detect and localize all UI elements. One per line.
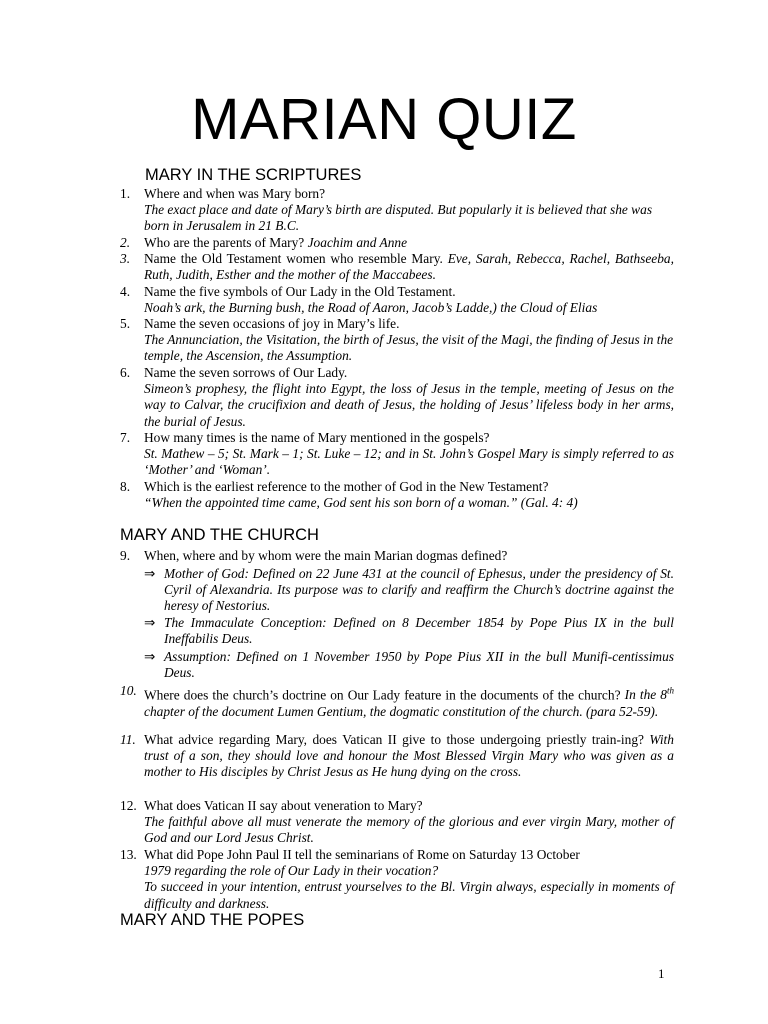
answer-text: With trust of a son, they should love and honour the Most Blessed Virgin Mary who was given as a mother to His disciples by Christ Jesus as He hung dying on the cross. (144, 732, 674, 780)
section-heading-scriptures: MARY IN THE SCRIPTURES (145, 166, 362, 184)
page-number: 1 (658, 966, 665, 981)
answer-text: The faithful above all must venerate the memory of the glorious and ever virgin Mary, mother of God and our Lord Jesus Christ. (144, 814, 674, 846)
answer-text: To succeed in your intention, entrust yourselves to the Bl. Virgin always, especially in moments of difficulty and darkness. (144, 879, 674, 911)
dogma-item-assumption (144, 649, 674, 681)
section-heading-church: MARY AND THE CHURCH (120, 526, 319, 544)
dogma-item-mother-of-god (144, 566, 674, 615)
answer-text: The exact place and date of Mary’s birth are disputed. But popularly it is believed that she was born in Jerusalem in 21 B.C. (144, 202, 653, 234)
answer-text: “When the appointed time came, God sent his son born of a woman.” (Gal. 4: 4) (144, 495, 578, 511)
item-number: 7. (120, 430, 131, 445)
question-text: What advice regarding Mary, does Vatican II give to those undergoing priestly train-ing? (144, 732, 644, 747)
dogma-text: Assumption: Defined on 1 November 1950 by Pope Pius XII in the bull Munifi-centissimus Deus. (164, 649, 674, 681)
question-text: Name the Old Testament women who resemble Mary. (144, 251, 443, 266)
question-text: What does Vatican II say about veneration to Mary? (144, 798, 423, 813)
section-heading-popes: MARY AND THE POPES (120, 911, 305, 929)
answer-text: St. Mathew – 5; St. Mark – 1; St. Luke – 12; and in St. John’s Gospel Mary is simply referred to as ‘Mother’ and ‘Woman’. (144, 446, 674, 478)
item-number: 2. (120, 235, 131, 250)
question-text: How many times is the name of Mary mentioned in the gospels? (144, 430, 490, 445)
answer-text: Joachim and Anne (307, 235, 408, 250)
question-text: What did Pope John Paul II tell the seminarians of Rome on Saturday 13 October (144, 847, 580, 862)
item-number: 5. (120, 316, 131, 331)
question-text: Which is the earliest reference to the mother of God in the New Testament? (144, 479, 549, 494)
question-text: Where and when was Mary born? (144, 186, 326, 201)
question-text: Who are the parents of Mary? (144, 235, 305, 250)
question-text: Name the five symbols of Our Lady in the Old Testament. (144, 284, 456, 299)
question-text: Where does the church’s doctrine on Our Lady feature in the documents of the church? (144, 687, 621, 703)
question-text: Name the seven sorrows of Our Lady. (144, 365, 348, 380)
dogma-text: The Immaculate Conception: Defined on 8 December 1854 by Pope Pius IX in the bull Ineffabilis Deus. (164, 615, 674, 647)
item-number: 1. (120, 186, 131, 201)
item-number: 6. (120, 365, 131, 380)
item-number: 13. (120, 847, 137, 862)
dogma-item-immaculate-conception (144, 615, 674, 647)
answer-text: Simeon’s prophesy, the flight into Egypt, the loss of Jesus in the temple, meeting of Jesus on the way to Calvar, the crucifixion and death of Jesus, the holding of Jesus’ lifeless body in her arms, the burial of Jesus. (144, 381, 674, 429)
quiz-item-9 (120, 548, 680, 688)
question-text: When, where and by whom were the main Marian dogmas defined? (144, 548, 508, 563)
arrow-icon: ⇒ (144, 566, 156, 581)
answer-text: Noah’s ark, the Burning bush, the Road of Aaron, Jacob’s Ladde,) the Cloud of Elias (144, 300, 598, 315)
item-number: 8. (120, 479, 131, 494)
answer-text: The Annunciation, the Visitation, the birth of Jesus, the visit of the Magi, the finding of Jesus in the temple, the Ascension, the Assumption. (144, 332, 674, 364)
question-text-italic: 1979 regarding the role of Our Lady in their vocation? (144, 863, 439, 879)
arrow-icon: ⇒ (144, 615, 156, 630)
item-number: 10. (120, 683, 137, 698)
answer-text: Eve, Sarah, Rebecca, Rachel, Bathseeba, Ruth, Judith, Esther and the mother of the Maccabees. (144, 251, 674, 283)
question-text: Name the seven occasions of joy in Mary’s life. (144, 316, 400, 331)
item-number: 3. (120, 251, 131, 266)
item-number: 11. (120, 732, 136, 747)
page-title: MARIAN QUIZ (191, 87, 577, 152)
answer-text: In the 8th chapter of the document Lumen Gentium, the dogmatic constitution of the church. (para 52-59). (144, 686, 674, 719)
dogma-text: Mother of God: Defined on 22 June 431 at the council of Ephesus, under the presidency of St. Cyril of Alexandria. Its purpose was to clarify and reaffirm the Church’s doctrine against the heresy of Nestorius. (164, 566, 674, 614)
item-number: 9. (120, 548, 131, 563)
item-number: 12. (120, 798, 137, 813)
arrow-icon: ⇒ (144, 649, 156, 664)
item-number: 4. (120, 284, 131, 299)
